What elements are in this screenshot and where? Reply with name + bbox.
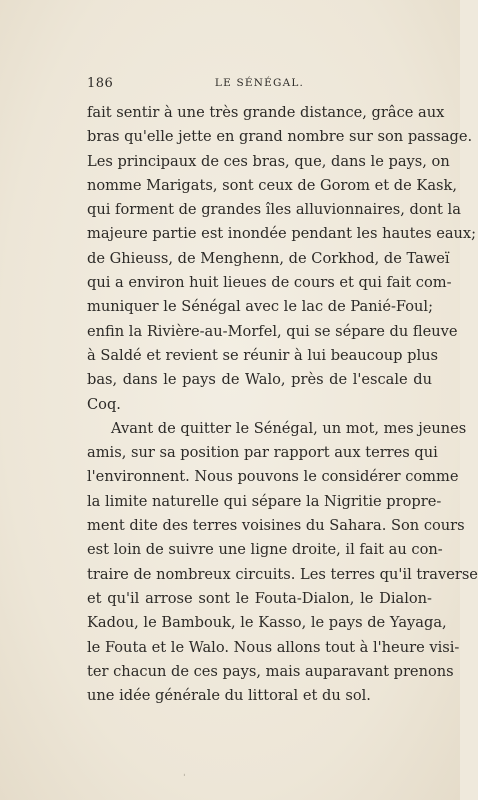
text-line: Kadou, le Bambouk, le Kasso, le pays de Yayaga, bbox=[87, 614, 447, 632]
text-line: bas, dans le pays de Walo, près de l'escale du bbox=[87, 371, 432, 389]
running-title: LE SÉNÉGAL. bbox=[214, 77, 305, 89]
text-line: nomme Marigats, sont ceux de Gorom et de Kask, bbox=[87, 176, 457, 194]
text-line: la limite naturelle qui sépare la Nigritie propre- bbox=[87, 492, 442, 510]
text-line: ter chacun de ces pays, mais auparavant prenons bbox=[87, 662, 454, 680]
text-line: amis, sur sa position par rapport aux terres qui bbox=[87, 444, 438, 462]
text-line: enfin la Rivière-au-Morfel, qui se sépare du fleuve bbox=[87, 322, 458, 340]
page-number: 186 bbox=[87, 76, 114, 91]
text-line: est loin de suivre une ligne droite, il fait au con- bbox=[87, 541, 443, 559]
text-line: qui a environ huit lieues de cours et qui fait com- bbox=[87, 274, 452, 292]
body-text bbox=[87, 101, 478, 708]
paper-blemish: ˌ bbox=[183, 768, 186, 778]
text-line: qui forment de grandes îles alluvionnaires, dont la bbox=[87, 201, 461, 219]
text-line: majeure partie est inondée pendant les hautes eaux; bbox=[87, 225, 477, 243]
text-line: à Saldé et revient se réunir à lui beaucoup plus bbox=[87, 346, 439, 364]
paragraph-1 bbox=[87, 101, 477, 417]
text-line: traire de nombreux circuits. Les terres qu'il traverse bbox=[87, 565, 478, 583]
text-line: de Ghieuss, de Menghenn, de Corkhod, de Taweï bbox=[87, 249, 450, 267]
text-line: muniquer le Sénégal avec le lac de Panié-Foul; bbox=[87, 298, 433, 316]
page-header bbox=[87, 76, 432, 92]
text-line: bras qu'elle jette en grand nombre sur son passage. bbox=[87, 128, 473, 146]
text-line: ment dite des terres voisines du Sahara. Son cours bbox=[87, 517, 465, 535]
text-line: le Fouta et le Walo. Nous allons tout à l'heure visi- bbox=[87, 638, 460, 656]
text-line: Les principaux de ces bras, que, dans le pays, on bbox=[87, 152, 450, 170]
paragraph-2 bbox=[87, 417, 478, 709]
text-line: l'environnent. Nous pouvons le considérer comme bbox=[87, 468, 459, 486]
text-line: et qu'il arrose sont le Fouta-Dialon, le Dialon- bbox=[87, 589, 432, 607]
text-line: Avant de quitter le Sénégal, un mot, mes jeunes bbox=[111, 419, 467, 437]
text-line: Coq. bbox=[87, 395, 121, 413]
text-line: fait sentir à une très grande distance, grâce aux bbox=[87, 104, 445, 121]
text-line: une idée générale du littoral et du sol. bbox=[87, 687, 371, 705]
